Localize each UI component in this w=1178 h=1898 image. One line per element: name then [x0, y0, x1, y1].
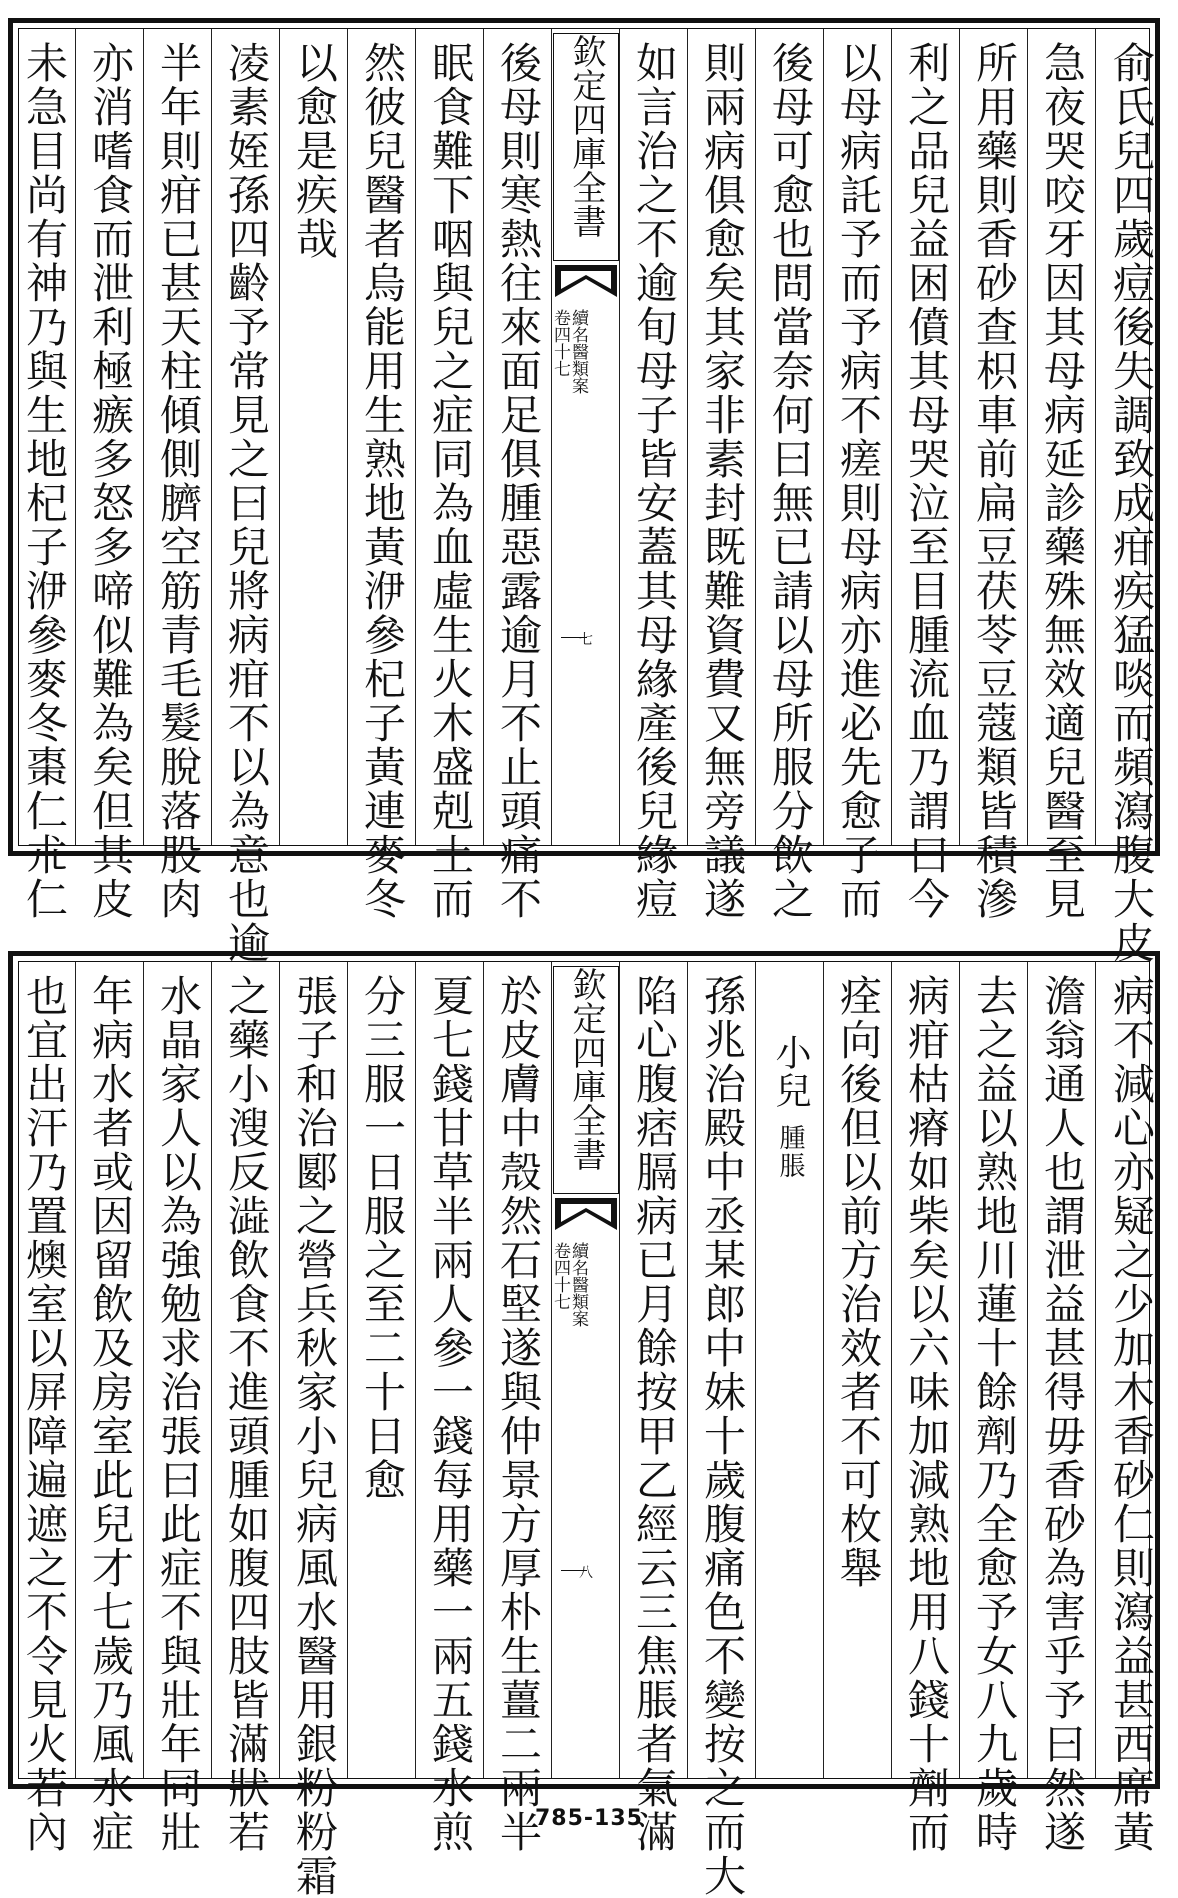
column-text: 孫兆治殿中丞某郎中妹十歲腹痛色不變按之而大 — [698, 974, 747, 1898]
section-heading — [759, 974, 821, 1766]
column-text: 利之品兒益困僨其母哭泣至目腫流血乃謂曰今 — [902, 41, 951, 921]
text-column — [895, 974, 957, 1854]
column-text: 如言治之不逾旬母子皆安蓋其母緣產後兒緣痘 — [630, 41, 679, 921]
text-column — [691, 41, 753, 921]
fish-tail-mark — [555, 1198, 617, 1234]
series-title: 欽定四庫全書 — [566, 34, 606, 238]
text-column — [351, 41, 413, 921]
book-title: 續名醫類案 — [568, 309, 588, 394]
folio-number: 七 — [579, 632, 593, 648]
folio-number: 八 — [579, 1565, 593, 1581]
text-column — [419, 974, 481, 1854]
text-column — [963, 41, 1025, 921]
text-column — [215, 41, 277, 965]
text-column — [419, 41, 481, 921]
text-column — [1031, 41, 1093, 921]
column-text: 半年則疳已甚天柱傾側臍空筋青毛髮脫落股肉 — [154, 41, 203, 921]
text-column — [963, 974, 1025, 1854]
column-text: 以母病託予而予病不瘥則母病亦進必先愈子而 — [834, 41, 883, 921]
column-text: 去之益以熟地川蓮十餘劑乃全愈予女八九歲時 — [970, 974, 1019, 1854]
series-title-box — [553, 33, 619, 261]
text-column — [623, 974, 685, 1854]
text-column — [147, 41, 209, 921]
volume-label: 卷四十七 — [550, 1242, 570, 1310]
text-column — [487, 974, 549, 1854]
text-column — [283, 41, 345, 833]
fish-tail-mark — [555, 265, 617, 301]
center-block — [550, 29, 619, 845]
column-text: 之藥小溲反澁飲食不進頭腫如腹四肢皆滿狀若 — [222, 974, 271, 1854]
book-title: 續名醫類案 — [568, 1242, 588, 1327]
text-column — [691, 974, 753, 1898]
column-text: 痊向後但以前方治效者不可枚舉 — [834, 974, 883, 1590]
series-title: 欽定四庫全書 — [566, 967, 606, 1171]
column-text: 分三服一日服之至二十日愈 — [358, 974, 407, 1502]
text-column — [759, 41, 821, 921]
text-column — [623, 41, 685, 921]
column-text: 水晶家人以為強勉求治張曰此症不與壯年同壯 — [154, 974, 203, 1854]
text-column — [487, 41, 549, 921]
column-text: 俞氏兒四歲痘後失調致成疳疾猛啖而頻瀉腹大皮 — [1107, 41, 1156, 965]
column-text: 所用藥則香砂查枳車前扁豆茯苓豆蔻類皆積滲 — [970, 41, 1019, 921]
heading-subtext: 腫脹 — [775, 1124, 805, 1180]
column-text: 然彼兒醫者烏能用生熟地黃洢參杞子黃連麥冬 — [358, 41, 407, 921]
column-text: 張子和治郾之營兵秋家小兒病風水醫用銀粉粉霜 — [290, 974, 339, 1898]
text-column — [1100, 974, 1162, 1854]
column-text: 則兩病俱愈矣其家非素封既難資費又無旁議遂 — [698, 41, 747, 921]
text-column — [215, 974, 277, 1854]
top-frame — [8, 18, 1160, 965]
column-text: 於皮膚中殼然石堅遂與仲景方厚朴生薑二兩半 — [494, 974, 543, 1854]
text-column — [827, 41, 889, 921]
text-column — [147, 974, 209, 1854]
text-column — [13, 974, 75, 1854]
top-frame-inner — [18, 28, 1156, 965]
column-text: 陷心腹痞膈病已月餘按甲乙經云三焦脹者氣滿 — [630, 974, 679, 1854]
column-text: 也宜出汗乃置燠室以屏障遍遮之不令見火若內 — [20, 974, 69, 1854]
column-text: 病疳枯瘠如柴矣以六味加減熟地用八錢十劑而 — [902, 974, 951, 1854]
column-text: 未急目尚有神乃與生地杞子洢參麥冬棗仁朮仁 — [20, 41, 69, 921]
center-block — [550, 962, 619, 1778]
column-text: 病不減心亦疑之少加木香砂仁則瀉益甚西席黃 — [1107, 974, 1156, 1854]
heading-text: 小兒 — [770, 1034, 811, 1110]
text-column — [79, 974, 141, 1854]
text-column — [79, 41, 141, 921]
column-text: 以愈是疾哉 — [290, 41, 339, 261]
text-column — [1100, 41, 1162, 965]
column-text: 凌素姪孫四齡予常見之曰兒將病疳不以為意也逾 — [222, 41, 271, 965]
text-column — [827, 974, 889, 1766]
column-text: 澹翁通人也謂泄益甚得毋香砂為害乎予曰然遂 — [1038, 974, 1087, 1854]
column-text: 眠食難下咽與兒之症同為血虛生火木盛剋土而 — [426, 41, 475, 921]
text-column — [1031, 974, 1093, 1854]
text-column — [895, 41, 957, 921]
text-column — [283, 974, 345, 1898]
page-number: 785-135 — [535, 1806, 643, 1831]
volume-label: 卷四十七 — [550, 309, 570, 377]
column-text: 夏七錢甘草半兩人參一錢每用藥一兩五錢水煎 — [426, 974, 475, 1854]
text-column — [351, 974, 413, 1766]
series-title-box — [553, 966, 619, 1194]
column-text: 後母則寒熱往來面足俱腫惡露逾月不止頭痛不 — [494, 41, 543, 921]
column-text: 亦消嗜食而泄利極瘯多怒多啼似難為矣但其皮 — [86, 41, 135, 921]
column-text: 年病水者或因留飲及房室此兒才七歲乃風水症 — [86, 974, 135, 1854]
column-text: 後母可愈也問當奈何曰無已請以母所服分飲之 — [766, 41, 815, 921]
column-text: 急夜哭咬牙因其母病延診藥殊無效適兒醫至見 — [1038, 41, 1087, 921]
text-column — [13, 41, 75, 921]
